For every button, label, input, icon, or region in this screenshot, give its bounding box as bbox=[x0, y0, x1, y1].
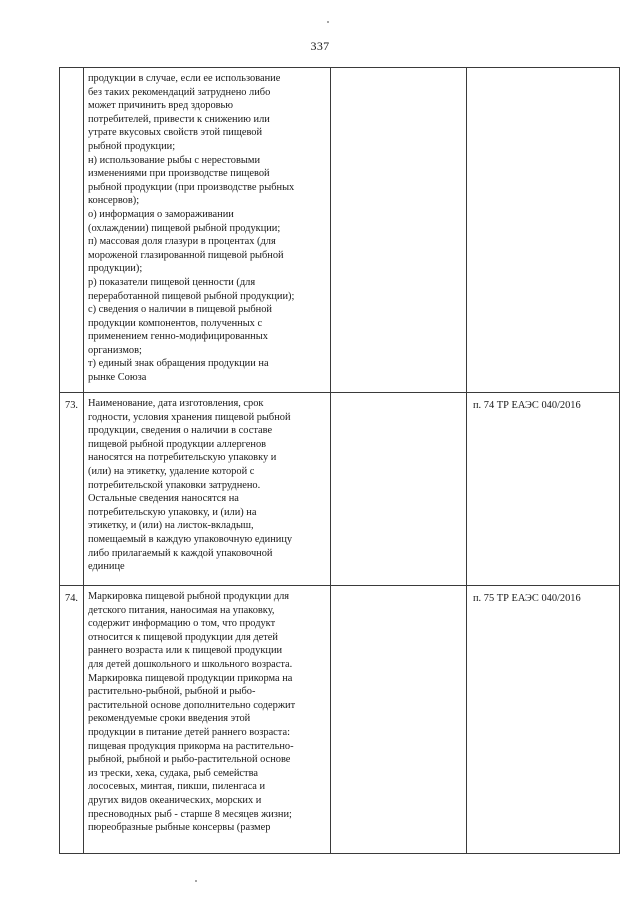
requirement-text-cell bbox=[84, 68, 331, 393]
reference-cell bbox=[467, 68, 620, 393]
requirement-text: продукции в случае, если ее использование без таких рекомендаций затруднено либо может причинить вред здоровью потребителей, привести к снижению или утрате вкусовых свойств этой пищевой рыбной продукции; н) использование рыбы с нерестовыми изменениями при производстве пищевой рыбной продукции (при производстве рыбных консервов); о) информация о замораживании (охлаждении) пищевой рыбной продукции; п) массовая доля глазури в процентах (для мороженой глазированной пищевой рыбной продукции); р) показатели пищевой ценности (для переработанной пищевой рыбной продукции); с) сведения о наличии в пищевой рыбной продукции компонентов, полученных с применением генно-модифицированных организмов; т) единый знак обращения продукции на рынке Союза bbox=[88, 73, 295, 384]
table-row bbox=[60, 68, 620, 393]
reference-cell: п. 75 ТР ЕАЭС 040/2016 bbox=[467, 586, 620, 854]
requirement-text: Наименование, дата изготовления, срок годности, условия хранения пищевой рыбной продукции, сведения о наличии в составе пищевой рыбной продукции аллергенов наносятся на потребительскую упаковку и (или) на этикетку, удаление которой с потребительской упаковки затруднено. Остальные сведения наносятся на потребительскую упаковку, и (или) на этикетку, и (или) на листок-вкладыш, помещаемый в каждую упаковочную единицу либо прилагаемый к каждой упаковочной единице bbox=[88, 398, 293, 573]
requirement-text-cell bbox=[84, 586, 331, 854]
requirement-text: Маркировка пищевой рыбной продукции для детского питания, наносимая на упаковку, содержит информацию о том, что продукт относится к пищевой продукции для детей раннего возраста или к пищевой продукции для детей дошкольного и школьного возраста. Маркировка пищевой продукции прикорма на растительно-рыбной, рыбной и рыбо- растительной основе дополнительно содержит рекомендуемые сроки введения этой продукции в питание детей раннего возраста: пищевая продукция прикорма на растительно- рыбной, рыбной и рыбо-растительной основе из трески, хека, судака, рыб семейства лососевых, минтая, пикши, пиленгаса и других видов океанических, морских и пресноводных рыб - старше 8 месяцев жизни; пюреобразные рыбные консервы (размер bbox=[88, 591, 296, 834]
empty-cell bbox=[331, 586, 467, 854]
empty-cell bbox=[331, 393, 467, 586]
empty-cell bbox=[331, 68, 467, 393]
table-row bbox=[60, 586, 620, 854]
table-row bbox=[60, 393, 620, 586]
row-number-cell bbox=[60, 68, 84, 393]
row-number-cell: 73. bbox=[60, 393, 84, 586]
scan-speck bbox=[327, 21, 329, 23]
requirements-table bbox=[59, 67, 620, 854]
scan-speck bbox=[195, 880, 197, 882]
requirement-text-cell bbox=[84, 393, 331, 586]
row-number-cell: 74. bbox=[60, 586, 84, 854]
reference-cell: п. 74 ТР ЕАЭС 040/2016 bbox=[467, 393, 620, 586]
page-number: 337 bbox=[310, 39, 330, 53]
